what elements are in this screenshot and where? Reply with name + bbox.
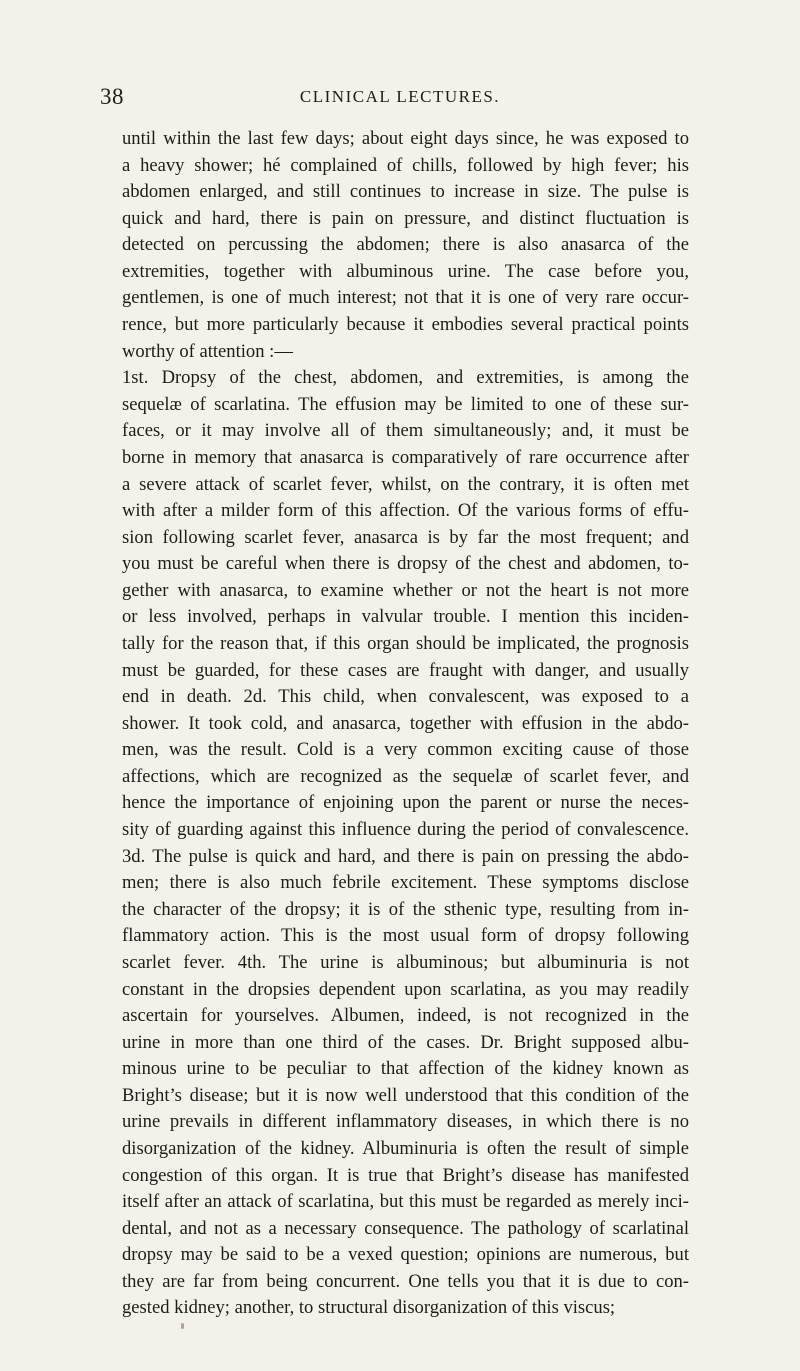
text-line: gether with anasarca, to examine whether or not the heart is not more: [122, 579, 689, 601]
text-line: detected on percussing the abdomen; there is also anasarca of the: [122, 234, 689, 256]
text-line: itself after an attack of scarlatina, but this must be regarded as merely inci-: [122, 1191, 689, 1213]
text-line: 1st. Dropsy of the chest, abdomen, and extremities, is among the: [122, 367, 689, 389]
text-line: must be guarded, for these cases are fraught with danger, and usually: [122, 659, 689, 681]
text-line: ascertain for yourselves. Albumen, indeed, is not recognized in the: [122, 1005, 689, 1027]
text-line: Bright’s disease; but it is now well understood that this condition of the: [122, 1084, 689, 1106]
text-line: urine prevails in different inflammatory diseases, in which there is no: [122, 1111, 689, 1133]
text-line: dental, and not as a necessary consequence. The pathology of scarlatinal: [122, 1217, 689, 1239]
lecture-body-text: [122, 126, 689, 1322]
text-line: with after a milder form of this affection. Of the various forms of effu-: [122, 500, 689, 522]
text-line: you must be careful when there is dropsy of the chest and abdomen, to-: [122, 553, 689, 575]
text-line: men, was the result. Cold is a very common exciting cause of those: [122, 739, 689, 761]
text-line: quick and hard, there is pain on pressure, and distinct fluctuation is: [122, 207, 689, 229]
text-line: dropsy may be said to be a vexed question; opinions are numerous, but: [122, 1244, 689, 1266]
text-line: a severe attack of scarlet fever, whilst, on the contrary, it is often met: [122, 473, 689, 495]
text-line: sequelæ of scarlatina. The effusion may be limited to one of these sur-: [122, 393, 689, 415]
text-line: constant in the dropsies dependent upon scarlatina, as you may readily: [122, 978, 689, 1000]
text-line: tally for the reason that, if this organ should be implicated, the prognosis: [122, 632, 689, 654]
text-line: abdomen enlarged, and still continues to increase in size. The pulse is: [122, 181, 689, 203]
text-line: gentlemen, is one of much interest; not that it is one of very rare occur-: [122, 287, 689, 309]
text-line: gested kidney; another, to structural disorganization of this viscus;: [122, 1297, 616, 1319]
text-line: until within the last few days; about eight days since, he was exposed to: [122, 128, 689, 149]
text-line: rence, but more particularly because it embodies several practical points: [122, 314, 689, 336]
text-line: or less involved, perhaps in valvular trouble. I mention this inciden-: [122, 606, 689, 628]
text-line: the character of the dropsy; it is of the sthenic type, resulting from in-: [122, 898, 689, 920]
text-line: a heavy shower; hé complained of chills, followed by high fever; his: [122, 154, 689, 176]
text-line: end in death. 2d. This child, when convalescent, was exposed to a: [122, 686, 689, 708]
text-line: men; there is also much febrile excitement. These symptoms disclose: [122, 872, 689, 894]
text-line: disorganization of the kidney. Albuminuria is often the result of simple: [122, 1137, 689, 1159]
text-line: sion following scarlet fever, anasarca is by far the most frequent; and: [122, 526, 689, 548]
text-line: urine in more than one third of the cases. Dr. Bright supposed albu-: [122, 1031, 689, 1053]
text-line: 3d. The pulse is quick and hard, and there is pain on pressing the abdo-: [122, 845, 689, 867]
text-line: borne in memory that anasarca is comparatively of rare occurrence after: [122, 446, 689, 468]
text-line: extremities, together with albuminous urine. The case before you,: [122, 260, 689, 282]
text-line: shower. It took cold, and anasarca, together with effusion in the abdo-: [122, 712, 689, 734]
running-head-title: CLINICAL LECTURES.: [299, 87, 501, 106]
running-head: [100, 84, 700, 114]
text-line: congestion of this organ. It is true that Bright’s disease has manifested: [122, 1164, 689, 1186]
text-line: flammatory action. This is the most usual form of dropsy following: [122, 925, 689, 947]
text-line: sity of guarding against this influence during the period of convalescence.: [122, 819, 689, 841]
text-line: hence the importance of enjoining upon the parent or nurse the neces-: [122, 792, 689, 814]
text-line: scarlet fever. 4th. The urine is albuminous; but albuminuria is not: [122, 951, 689, 973]
text-line: minous urine to be peculiar to that affection of the kidney known as: [122, 1058, 689, 1080]
text-line: faces, or it may involve all of them simultaneously; and, it must be: [122, 420, 689, 442]
text-line: they are far from being concurrent. One tells you that it is due to con-: [122, 1270, 689, 1292]
page-number: 38: [100, 84, 124, 109]
text-line: affections, which are recognized as the sequelæ of scarlet fever, and: [122, 765, 689, 787]
print-speck: [181, 1323, 184, 1329]
text-line: worthy of attention :—: [122, 340, 293, 362]
